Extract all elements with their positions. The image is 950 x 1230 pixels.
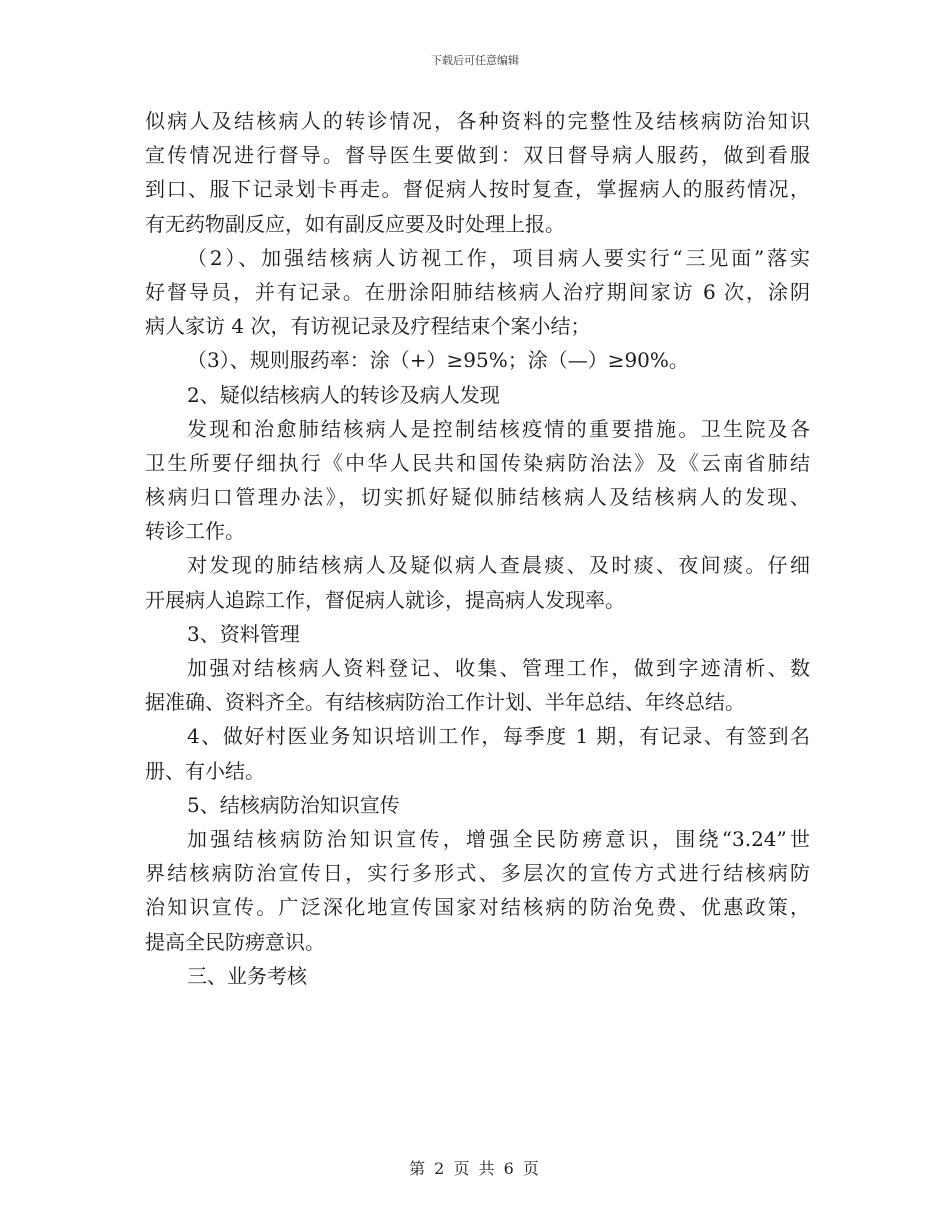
text-line: 好督导员，并有记录。在册涂阳肺结核病人治疗期间家访 6 次，涂阴	[145, 279, 810, 304]
text-line: （2）、加强结核病人访视工作，项目病人要实行“三见面”落实	[187, 245, 810, 270]
document-body	[145, 104, 810, 993]
text-line: 开展病人追踪工作，督促病人就诊，提高病人发现率。	[145, 587, 625, 612]
text-line: 发现和治愈肺结核病人是控制结核疫情的重要措施。卫生院及各	[187, 416, 810, 441]
text-line: 病人家访 4 次，有访视记录及疗程结束个案小结；	[145, 314, 591, 339]
text-line: 加强对结核病人资料登记、收集、管理工作，做到字迹清析、数	[187, 656, 810, 680]
page-number: 第 2 页 共 6 页	[409, 1159, 541, 1178]
text-line: 界结核病防治宣传日，实行多形式、多层次的宣传方式进行结核病防	[145, 861, 810, 886]
text-line: 4、做好村医业务知识培训工作，每季度 1 期，有记录、有签到名	[187, 724, 810, 749]
text-line: 核病归口管理办法》，切实抓好疑似肺结核病人及结核病人的发现、	[145, 485, 810, 510]
text-line: 提高全民防痨意识。	[145, 929, 325, 954]
text-line: 3、资料管理	[187, 621, 300, 646]
text-line: （3）、规则服药率：涂（+）≥95%；涂（—）≥90%。	[187, 348, 689, 373]
text-line: 宣传情况进行督导。督导医生要做到：双日督导病人服药，做到看服	[145, 143, 810, 168]
page-header: 下载后可任意编辑	[431, 54, 519, 67]
text-line: 2、疑似结核病人的转诊及病人发现	[187, 382, 500, 407]
text-line: 治知识宣传。广泛深化地宣传国家对结核病的防治免费、优惠政策，	[145, 895, 810, 920]
text-line: 转诊工作。	[145, 519, 245, 544]
text-line: 到口、服下记录划卡再走。督促病人按时复查，掌握病人的服药情况，	[145, 177, 810, 202]
text-line: 三、业务考核	[187, 963, 307, 988]
text-line: 5、结核病防治知识宣传	[187, 792, 400, 817]
text-line: 加强结核病防治知识宣传，增强全民防痨意识，围绕“3.24”世	[187, 826, 810, 851]
text-line: 卫生所要仔细执行《中华人民共和国传染病防治法》及《云南省肺结	[145, 450, 810, 475]
text-line: 有无药物副反应，如有副反应要及时处理上报。	[145, 211, 565, 236]
text-line: 对发现的肺结核病人及疑似病人查晨痰、及时痰、夜间痰。仔细	[187, 553, 810, 578]
text-line: 据准确、资料齐全。有结核病防治工作计划、半年总结、年终总结。	[145, 690, 745, 715]
text-line: 似病人及结核病人的转诊情况，各种资料的完整性及结核病防治知识	[145, 109, 810, 133]
text-line: 册、有小结。	[145, 758, 265, 783]
